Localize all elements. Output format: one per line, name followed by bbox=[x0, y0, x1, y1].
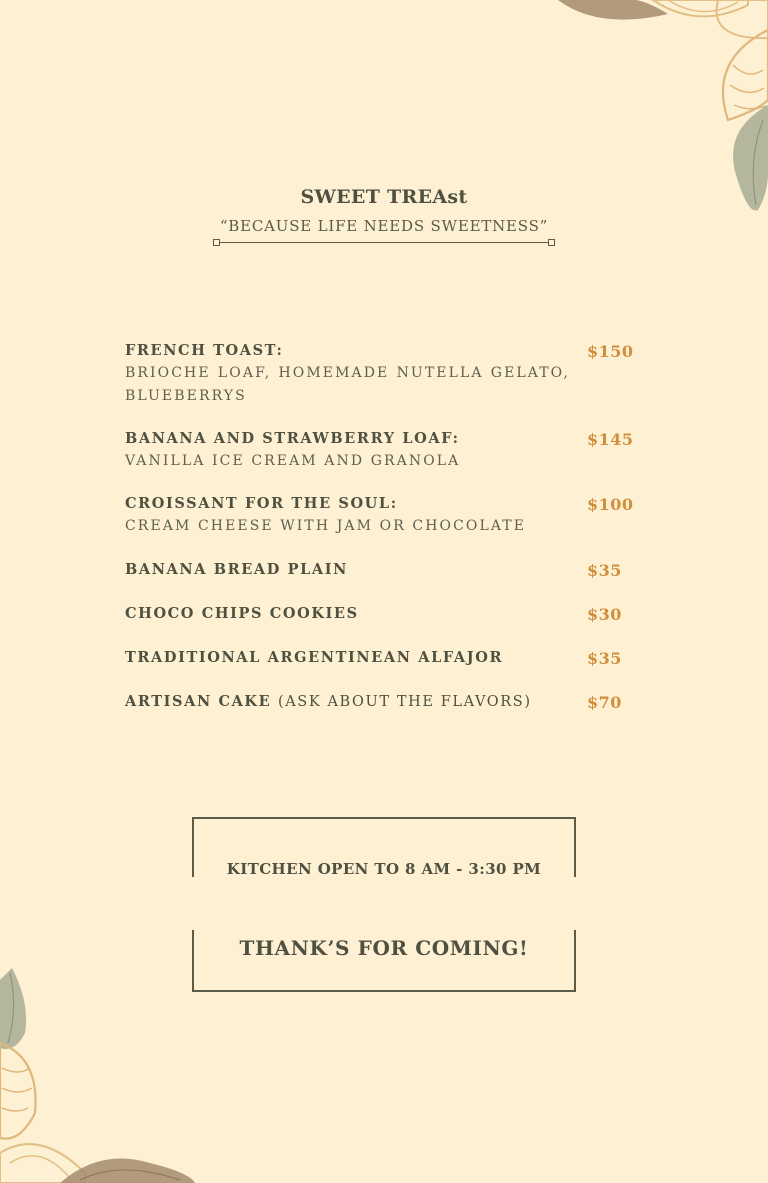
leaf-decoration-icon bbox=[0, 968, 200, 1183]
page-title: SWEET TREAst bbox=[300, 186, 468, 208]
item-name: CHOCO CHIPS COOKIES bbox=[125, 605, 359, 622]
thanks-message: THANK’S FOR COMING! bbox=[239, 936, 529, 960]
menu-item-alfajor bbox=[125, 649, 635, 666]
item-name: BANANA BREAD PLAIN bbox=[125, 561, 348, 578]
menu-item-banana-strawberry-loaf bbox=[125, 430, 635, 473]
item-note: (ASK ABOUT THE FLAVORS) bbox=[277, 694, 532, 710]
menu-item-artisan-cake bbox=[125, 693, 635, 710]
item-name bbox=[125, 693, 570, 710]
item-name: CROISSANT FOR THE SOUL: bbox=[125, 495, 398, 512]
item-price: $70 bbox=[587, 693, 622, 712]
item-price: $145 bbox=[587, 430, 634, 449]
tagline-underline bbox=[216, 242, 552, 243]
menu-item-french-toast bbox=[125, 342, 635, 408]
menu-list bbox=[125, 342, 635, 710]
menu-item-croissant bbox=[125, 495, 635, 538]
menu-header bbox=[0, 186, 768, 243]
menu-item-banana-bread bbox=[125, 561, 635, 578]
item-description: BRIOCHE LOAF, HOMEMADE NUTELLA GELATO, BLUEBERRYS bbox=[125, 365, 570, 404]
item-price: $30 bbox=[587, 605, 622, 624]
item-description: CREAM CHEESE WITH JAM OR CHOCOLATE bbox=[125, 518, 527, 534]
item-price: $35 bbox=[587, 561, 622, 580]
item-description: VANILLA ICE CREAM AND GRANOLA bbox=[125, 453, 461, 469]
item-price: $35 bbox=[587, 649, 622, 668]
kitchen-hours: KITCHEN OPEN TO 8 AM - 3:30 PM bbox=[226, 860, 542, 878]
item-name: FRENCH TOAST: bbox=[125, 342, 284, 359]
item-name: BANANA AND STRAWBERRY LOAF: bbox=[125, 430, 460, 447]
hours-frame bbox=[192, 817, 576, 877]
item-name-text: ARTISAN CAKE bbox=[125, 693, 272, 710]
thanks-frame bbox=[192, 930, 576, 992]
tagline-frame bbox=[216, 216, 552, 243]
item-name: TRADITIONAL ARGENTINEAN ALFAJOR bbox=[125, 649, 504, 666]
item-price: $150 bbox=[587, 342, 634, 361]
item-price: $100 bbox=[587, 495, 634, 514]
menu-item-choco-chips bbox=[125, 605, 635, 622]
tagline: “BECAUSE LIFE NEEDS SWEETNESS” bbox=[219, 217, 549, 235]
